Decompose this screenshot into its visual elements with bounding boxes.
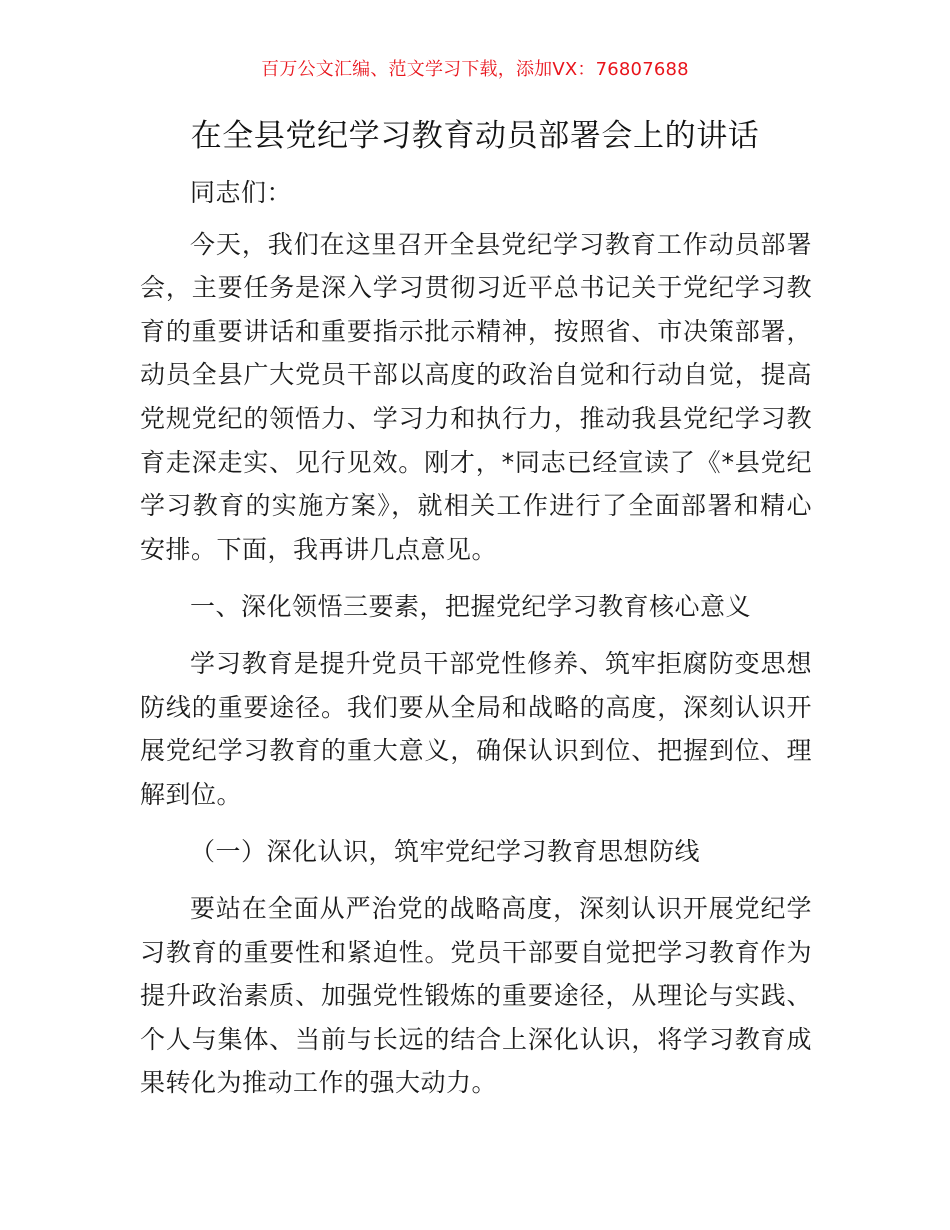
document-title: 在全县党纪学习教育动员部署会上的讲话 xyxy=(190,118,760,154)
section-paragraph-1: 学习教育是提升党员干部党性修养、筑牢拒腐防变思想防线的重要途径。我们要从全局和战略的高度，深刻认识开展党纪学习教育的重大意义，确保认识到位、把握到位、理解到位。 xyxy=(140,648,812,809)
salutation: 同志们： xyxy=(190,178,293,207)
document-body xyxy=(140,171,812,1119)
section-heading-1: 一、深化领悟三要素，把握党纪学习教育核心意义 xyxy=(190,592,752,622)
subsection-paragraph-1: 要站在全面从严治党的战略高度，深刻认识开展党纪学习教育的重要性和紧迫性。党员干部要自觉把学习教育作为提升政治素质、加强党性锻炼的重要途径，从理论与实践、个人与集体、当前与长远的结合上深化认识，将学习教育成果转化为推动工作的强大动力。 xyxy=(140,893,812,1098)
subsection-heading-1: （一）深化认识，筑牢党纪学习教育思想防线 xyxy=(190,837,701,867)
intro-paragraph: 今天，我们在这里召开全县党纪学习教育工作动员部署会，主要任务是深入学习贯彻习近平总书记关于党纪学习教育的重要讲话和重要指示批示精神，按照省、市决策部署，动员全县广大党员干部以高度的政治自觉和行动自觉，提高党规党纪的领悟力、学习力和执行力，推动我县党纪学习教育走深走实、见行见效。刚才，*同志已经宣读了《*县党纪学习教育的实施方案》，就相关工作进行了全面部署和精心安排。下面，我再讲几点意见。 xyxy=(140,229,812,564)
header-banner: 百万公文汇编、范文学习下载，添加VX：76807688 xyxy=(261,59,689,80)
